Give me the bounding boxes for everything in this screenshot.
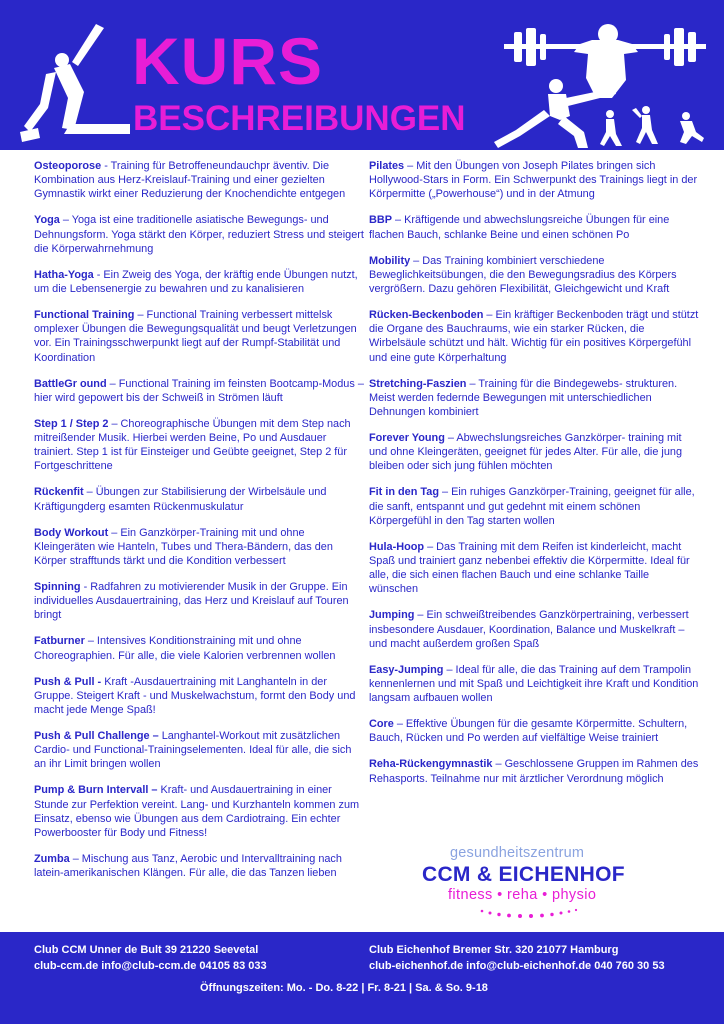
course-name: Rückenfit: [34, 486, 84, 499]
course-entry-fatburner: [34, 634, 364, 662]
course-entry-functional-training: [34, 308, 364, 365]
course-entry-hula-hoop: [369, 540, 699, 597]
course-entry-forever-young: [369, 431, 699, 474]
course-name: Body Workout: [34, 526, 109, 539]
footer-club-ccm-contact: club-ccm.de info@club-ccm.de 04105 83 033: [34, 960, 267, 972]
course-entry-mobility: [369, 254, 699, 297]
page-title: KURS: [132, 24, 324, 98]
course-entry-hatha-yoga: [34, 268, 364, 296]
course-entry-stretching-faszien: [369, 377, 699, 420]
course-name: Fit in den Tag: [369, 486, 439, 499]
course-description: – Ein Ganzkörper-Training mit und ohne Kleingeräten wie Hanteln, Tubes und Thera-Bändern, das den Körper strafftunds tärkt und die Kondition verbessert: [34, 526, 333, 568]
course-description: – Kräftigende und abwechslungsreiche Übungen für eine flachen Bauch, schlanke Beine und einen schönen Po: [369, 214, 670, 241]
course-name: Hula-Hoop: [369, 540, 425, 553]
course-description: – Ein ruhiges Ganzkörper-Training, geeignet für alle, die sanft, entspannt und gut gedehnt mit einem schönen Körpergefühl in den Tag starten wollen: [369, 486, 695, 527]
group-fitness-icon: [600, 104, 710, 148]
course-name: Forever Young: [369, 432, 445, 445]
course-description: - Ein Zweig des Yoga, der kräftig ende Übungen nutzt, um die Lebensenergie zu bewahren und zu kanalisieren: [34, 268, 358, 296]
course-description: Kraft- und Ausdauertraining in einer Stunde zur Perfektion vereint. Lang- und Kurzhanteln kommen zum Einsatz, ebenso wie Übungen aus dem Cardiotraing. Ein echter Powerbooster für Body und Fitness!: [34, 784, 360, 840]
stretching-figure-icon: [18, 20, 138, 148]
course-entry-jumping: [369, 608, 699, 651]
brand-logo: [420, 845, 660, 925]
course-name: Step 1 / Step 2: [34, 417, 109, 430]
course-description: – Functional Training im feinsten Bootcamp-Modus – hier wird gepowert bis der Schweiß in Strömen läuft: [34, 377, 364, 404]
course-name: Easy-Jumping: [369, 663, 444, 676]
course-entry-battleground: [34, 377, 364, 405]
course-entry-osteoporose: [34, 159, 364, 202]
course-entry-push-pull: [34, 675, 364, 718]
course-name: Core: [369, 718, 394, 731]
footer-club-eichenhof-address: Club Eichenhof Bremer Str. 320 21077 Hamburg: [369, 944, 619, 956]
course-description: – Choreographische Übungen mit dem Step nach mitreißender Musik. Hierbei werden Beine, Po und Ausdauer trainiert. Step 1 ist für Einsteiger und Geübte geeignet, Step 2 für Fortgeschrittene: [34, 417, 351, 473]
course-name: Push & Pull Challenge –: [34, 730, 159, 743]
logo-top-text: gesundheitszentrum: [450, 845, 585, 861]
course-entry-easy-jumping: [369, 663, 699, 706]
course-name: Zumba: [34, 853, 70, 866]
course-description: – Mischung aus Tanz, Aerobic und Intervalltraining nach latein-amerikanischen Klängen. Für alle, die das Tanzen lieben: [34, 853, 342, 880]
logo-swoosh-icon: [478, 908, 588, 920]
course-entry-pump-burn: [34, 783, 364, 840]
course-entry-zumba: [34, 852, 364, 880]
course-description: - Training für Betroffeneundauchpr äventiv. Die Kombination aus Herz-Kreislauf-Training und einer gezielten Gymnastik wirkt einer Reduzierung der Knochendichte entgegen: [34, 160, 346, 201]
course-description: – Ein kräftiger Beckenboden trägt und stützt die Organe des Bauchraums, wie ein starker Rücken, die Wirbelsäule schützt und hält. Wichtig für ein positives Körpergefühl und eine gute Körperhaltung: [369, 309, 699, 364]
course-entry-bbp: [369, 213, 699, 241]
course-description: Langhantel-Workout mit zusätzlichen Cardio- und Functional-Trainingselementen. Ideal für alle, die sich an ihr Limit bringen wollen: [34, 730, 352, 771]
course-description: – Das Training mit dem Reifen ist kinderleicht, macht Spaß und trainiert ganz nebenbei effektiv die Körpermitte. Ideal für alle, die sich einen flachen Bauch und eine schlanke Taille wünschen: [369, 540, 690, 596]
course-name: BattleGr ound: [34, 377, 107, 390]
course-entry-yoga: [34, 213, 364, 256]
course-description: – Abwechslungsreiches Ganzkörper- training mit und ohne Kleingeräten, geeignet für jedes Alter. Für alle, die jung bleiben oder sich jung fühlen möchten: [369, 432, 683, 473]
course-description: – Übungen zur Stabilisierung der Wirbelsäule und Kräftigungderg esamten Rückenmuskulatur: [34, 486, 327, 513]
course-name: Yoga: [34, 214, 60, 227]
course-column-left: [34, 159, 364, 892]
course-description: – Mit den Übungen von Joseph Pilates bringen sich Hollywood-Stars in Form. Ein Schwerpunkt des Trainings liegt in der Körpermitte („Powerhouse“) und in der Atmung: [369, 160, 698, 201]
course-description: – Yoga ist eine traditionelle asiatische Bewegungs- und Dehnungsform. Yoga stärkt den Körper, reduziert Stress und steigert die Körperwahrnehmung: [34, 214, 364, 255]
course-entry-core: [369, 717, 699, 745]
course-entry-fit-in-den-tag: [369, 485, 699, 528]
course-name: Functional Training: [34, 309, 135, 322]
course-name: Spinning: [34, 581, 81, 594]
course-description: – Intensives Konditionstraining mit und ohne Choreographien. Für alle, die viele Kalorien verbrennen wollen: [34, 635, 336, 662]
course-name: Fatburner: [34, 635, 85, 648]
course-name: BBP: [369, 214, 392, 227]
course-name: Mobility: [369, 254, 411, 267]
course-description: - Radfahren zu motivierender Musik in der Gruppe. Ein individuelles Ausdauertraining, das Herz und Kreislauf auf Touren bringt: [34, 581, 349, 622]
course-name: Pump & Burn Intervall –: [34, 784, 158, 797]
course-entry-spinning: [34, 580, 364, 623]
course-name: Reha-Rückengymnastik: [369, 758, 493, 771]
course-name: Push & Pull -: [34, 675, 102, 688]
footer-opening-hours: Öffnungszeiten: Mo. - Do. 8-22 | Fr. 8-21 | Sa. & So. 9-18: [200, 982, 488, 994]
footer-club-ccm-address: Club CCM Unner de Bult 39 21220 Seevetal: [34, 944, 259, 956]
course-name: Osteoporose: [34, 160, 102, 172]
course-entry-reha-rueckengymnastik: [369, 757, 699, 785]
footer-contact-bar: [0, 932, 724, 1024]
header-banner: [0, 0, 724, 150]
course-name: Jumping: [369, 609, 415, 622]
footer-club-eichenhof-contact: club-eichenhof.de info@club-eichenhof.de 040 760 30 53: [369, 960, 665, 972]
course-description: – Ideal für alle, die das Training auf dem Trampolin kennenlernen und mit Spaß und Leichtigkeit ihre Kraft und Kondition langsam aufbauen wollen: [369, 663, 699, 705]
course-description: – Functional Training verbessert mittelsk omplexer Übungen die Bewegungsqualität und beugt Verletzungen vor. Ein Trainingsschwerpunkt liegt auf der Rumpf-Stabilität und Koordination: [34, 309, 357, 364]
logo-name: CCM & EICHENHOF: [422, 863, 625, 886]
course-description: – Geschlossene Gruppen im Rahmen des Rehasports. Teilnahme nur mit ärztlicher Verordnung möglich: [369, 758, 699, 785]
course-name: Hatha-Yoga: [34, 268, 94, 281]
course-description: – Effektive Übungen für die gesamte Körpermitte. Schultern, Bauch, Rücken und Po werden auf vielfältige Weise trainiert: [369, 718, 688, 745]
course-description: – Ein schweißtreibendes Ganzkörpertraining, verbessert insbesondere Ausdauer, Koordination, Balance und Muskelkraft – und macht außerdem großen Spaß: [369, 609, 689, 650]
course-name: Rücken-Beckenboden: [369, 309, 484, 322]
course-description: Kraft -Ausdauertraining mit Langhanteln in der Gruppe. Steigert Kraft - und Muskelwachstum, formt den Body und macht jede Menge Spaß!: [34, 675, 356, 717]
course-name: Stretching-Faszien: [369, 377, 467, 390]
course-entry-pilates: [369, 159, 699, 202]
course-entry-ruecken-beckenboden: [369, 308, 699, 365]
course-entry-push-pull-challenge: [34, 729, 364, 772]
course-name: Pilates: [369, 160, 405, 172]
logo-tagline: fitness • reha • physio: [448, 887, 597, 903]
course-entry-rueckenfit: [34, 485, 364, 513]
course-description: – Das Training kombiniert verschiedene Beweglichkeitsübungen, die den Bewegungsradius des Körpers vergrößern. Dazu gehören Flexibilität, Gleichgewicht und Kraft: [369, 254, 677, 296]
course-column-right: [369, 159, 699, 798]
course-entry-step: [34, 417, 364, 474]
course-entry-body-workout: [34, 526, 364, 569]
page-subtitle: BESCHREIBUNGEN: [133, 99, 466, 138]
course-description: – Training für die Bindegewebs- strukturen. Meist werden federnde Bewegungen mit unterschiedlichen Dehnungen kombiniert: [369, 377, 678, 419]
